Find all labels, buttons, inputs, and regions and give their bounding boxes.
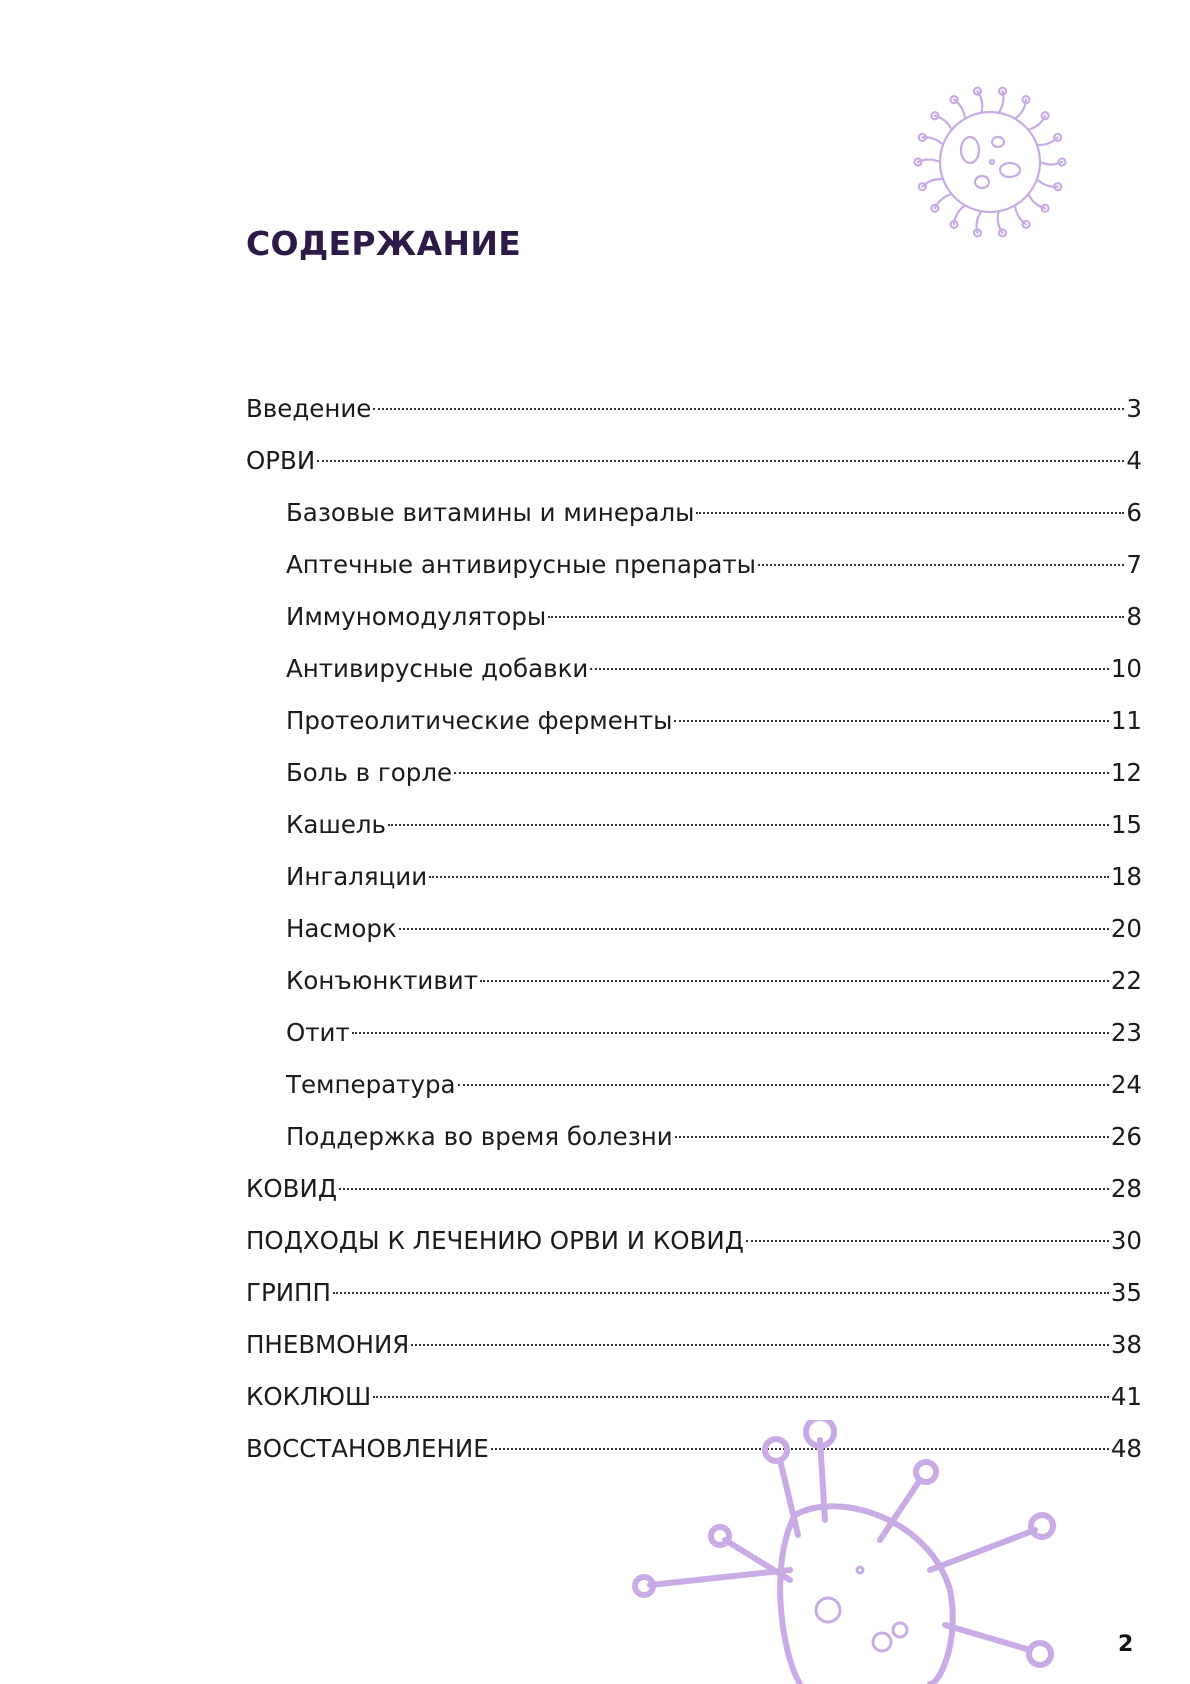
- toc-entry-page: 30: [1110, 1226, 1142, 1255]
- toc-entry[interactable]: [246, 903, 1142, 955]
- toc-entry[interactable]: [246, 955, 1142, 1007]
- toc-dot-leader: [411, 1343, 1108, 1346]
- toc-entry-page: 3: [1126, 394, 1142, 423]
- toc-entry-page: 8: [1126, 602, 1142, 631]
- toc-entry[interactable]: [246, 1163, 1142, 1215]
- toc-entry-page: 11: [1110, 706, 1142, 735]
- toc-entry[interactable]: [246, 591, 1142, 643]
- toc-entry-label: ПНЕВМОНИЯ: [246, 1330, 410, 1359]
- toc-entry[interactable]: [246, 539, 1142, 591]
- toc-entry-label: Базовые витамины и минералы: [286, 498, 695, 527]
- toc-entry-label: Введение: [246, 394, 372, 423]
- toc-entry-page: 26: [1110, 1122, 1142, 1151]
- toc-entry-label: Кашель: [286, 810, 386, 839]
- toc-dot-leader: [458, 1083, 1109, 1086]
- toc-dot-leader: [674, 719, 1108, 722]
- toc-entry[interactable]: [246, 1215, 1142, 1267]
- toc-dot-leader: [480, 979, 1109, 982]
- toc-entry-page: 15: [1110, 810, 1142, 839]
- toc-entry[interactable]: [246, 435, 1142, 487]
- toc-entry-label: Иммуномодуляторы: [286, 602, 547, 631]
- toc-entry[interactable]: [246, 383, 1142, 435]
- toc-dot-leader: [746, 1239, 1109, 1242]
- toc-dot-leader: [548, 615, 1124, 618]
- toc-entry[interactable]: [246, 487, 1142, 539]
- toc-entry-label: Отит: [286, 1018, 350, 1047]
- toc-entry-page: 24: [1110, 1070, 1142, 1099]
- toc-entry-page: 48: [1110, 1434, 1142, 1463]
- toc-entry-label: Ингаляции: [286, 862, 428, 891]
- virus-illustration-top: [900, 70, 1080, 250]
- toc-dot-leader: [758, 563, 1124, 566]
- toc-entry-page: 23: [1110, 1018, 1142, 1047]
- toc-entry-page: 38: [1110, 1330, 1142, 1359]
- toc-entry-label: ГРИПП: [246, 1278, 331, 1307]
- toc-dot-leader: [429, 875, 1109, 878]
- toc-entry-label: ПОДХОДЫ К ЛЕЧЕНИЮ ОРВИ И КОВИД: [246, 1226, 744, 1255]
- toc-entry[interactable]: [246, 643, 1142, 695]
- toc-entry-page: 7: [1126, 550, 1142, 579]
- table-of-contents: [246, 383, 1142, 1475]
- toc-entry[interactable]: [246, 1371, 1142, 1423]
- toc-entry-label: ОРВИ: [246, 446, 316, 475]
- toc-entry-label: КОКЛЮШ: [246, 1382, 372, 1411]
- toc-entry-page: 10: [1110, 654, 1142, 683]
- toc-entry-page: 22: [1110, 966, 1142, 995]
- toc-dot-leader: [373, 1395, 1109, 1398]
- toc-dot-leader: [339, 1187, 1109, 1190]
- toc-entry-label: ВОССТАНОВЛЕНИЕ: [246, 1434, 489, 1463]
- toc-entry[interactable]: [246, 1007, 1142, 1059]
- toc-entry-page: 6: [1126, 498, 1142, 527]
- toc-entry[interactable]: [246, 1319, 1142, 1371]
- toc-entry-label: Антивирусные добавки: [286, 654, 589, 683]
- toc-dot-leader: [317, 459, 1124, 462]
- toc-entry[interactable]: [246, 1059, 1142, 1111]
- toc-entry[interactable]: [246, 799, 1142, 851]
- toc-entry[interactable]: [246, 1111, 1142, 1163]
- toc-entry-page: 41: [1110, 1382, 1142, 1411]
- toc-entry-page: 18: [1110, 862, 1142, 891]
- toc-dot-leader: [373, 407, 1124, 410]
- toc-entry-label: Аптечные антивирусные препараты: [286, 550, 757, 579]
- toc-dot-leader: [454, 771, 1109, 774]
- toc-entry-page: 35: [1110, 1278, 1142, 1307]
- toc-entry-label: Температура: [286, 1070, 456, 1099]
- toc-entry-page: 12: [1110, 758, 1142, 787]
- toc-entry-label: Насморк: [286, 914, 397, 943]
- toc-dot-leader: [590, 667, 1109, 670]
- toc-entry-page: 4: [1126, 446, 1142, 475]
- page-title: СОДЕРЖАНИЕ: [246, 224, 522, 263]
- toc-dot-leader: [399, 927, 1109, 930]
- toc-entry[interactable]: [246, 1267, 1142, 1319]
- toc-entry[interactable]: [246, 747, 1142, 799]
- toc-dot-leader: [388, 823, 1109, 826]
- toc-entry-label: КОВИД: [246, 1174, 337, 1203]
- virus-illustration-bottom: [630, 1420, 1060, 1684]
- toc-entry[interactable]: [246, 851, 1142, 903]
- toc-entry-label: Боль в горле: [286, 758, 453, 787]
- toc-entry-page: 20: [1110, 914, 1142, 943]
- toc-entry-page: 28: [1110, 1174, 1142, 1203]
- toc-dot-leader: [696, 511, 1124, 514]
- toc-entry-label: Поддержка во время болезни: [286, 1122, 673, 1151]
- toc-dot-leader: [333, 1291, 1109, 1294]
- page-number: 2: [1118, 1632, 1134, 1657]
- toc-entry[interactable]: [246, 695, 1142, 747]
- toc-entry-label: Конъюнктивит: [286, 966, 478, 995]
- toc-dot-leader: [352, 1031, 1109, 1034]
- toc-dot-leader: [675, 1135, 1109, 1138]
- toc-entry-label: Протеолитические ферменты: [286, 706, 673, 735]
